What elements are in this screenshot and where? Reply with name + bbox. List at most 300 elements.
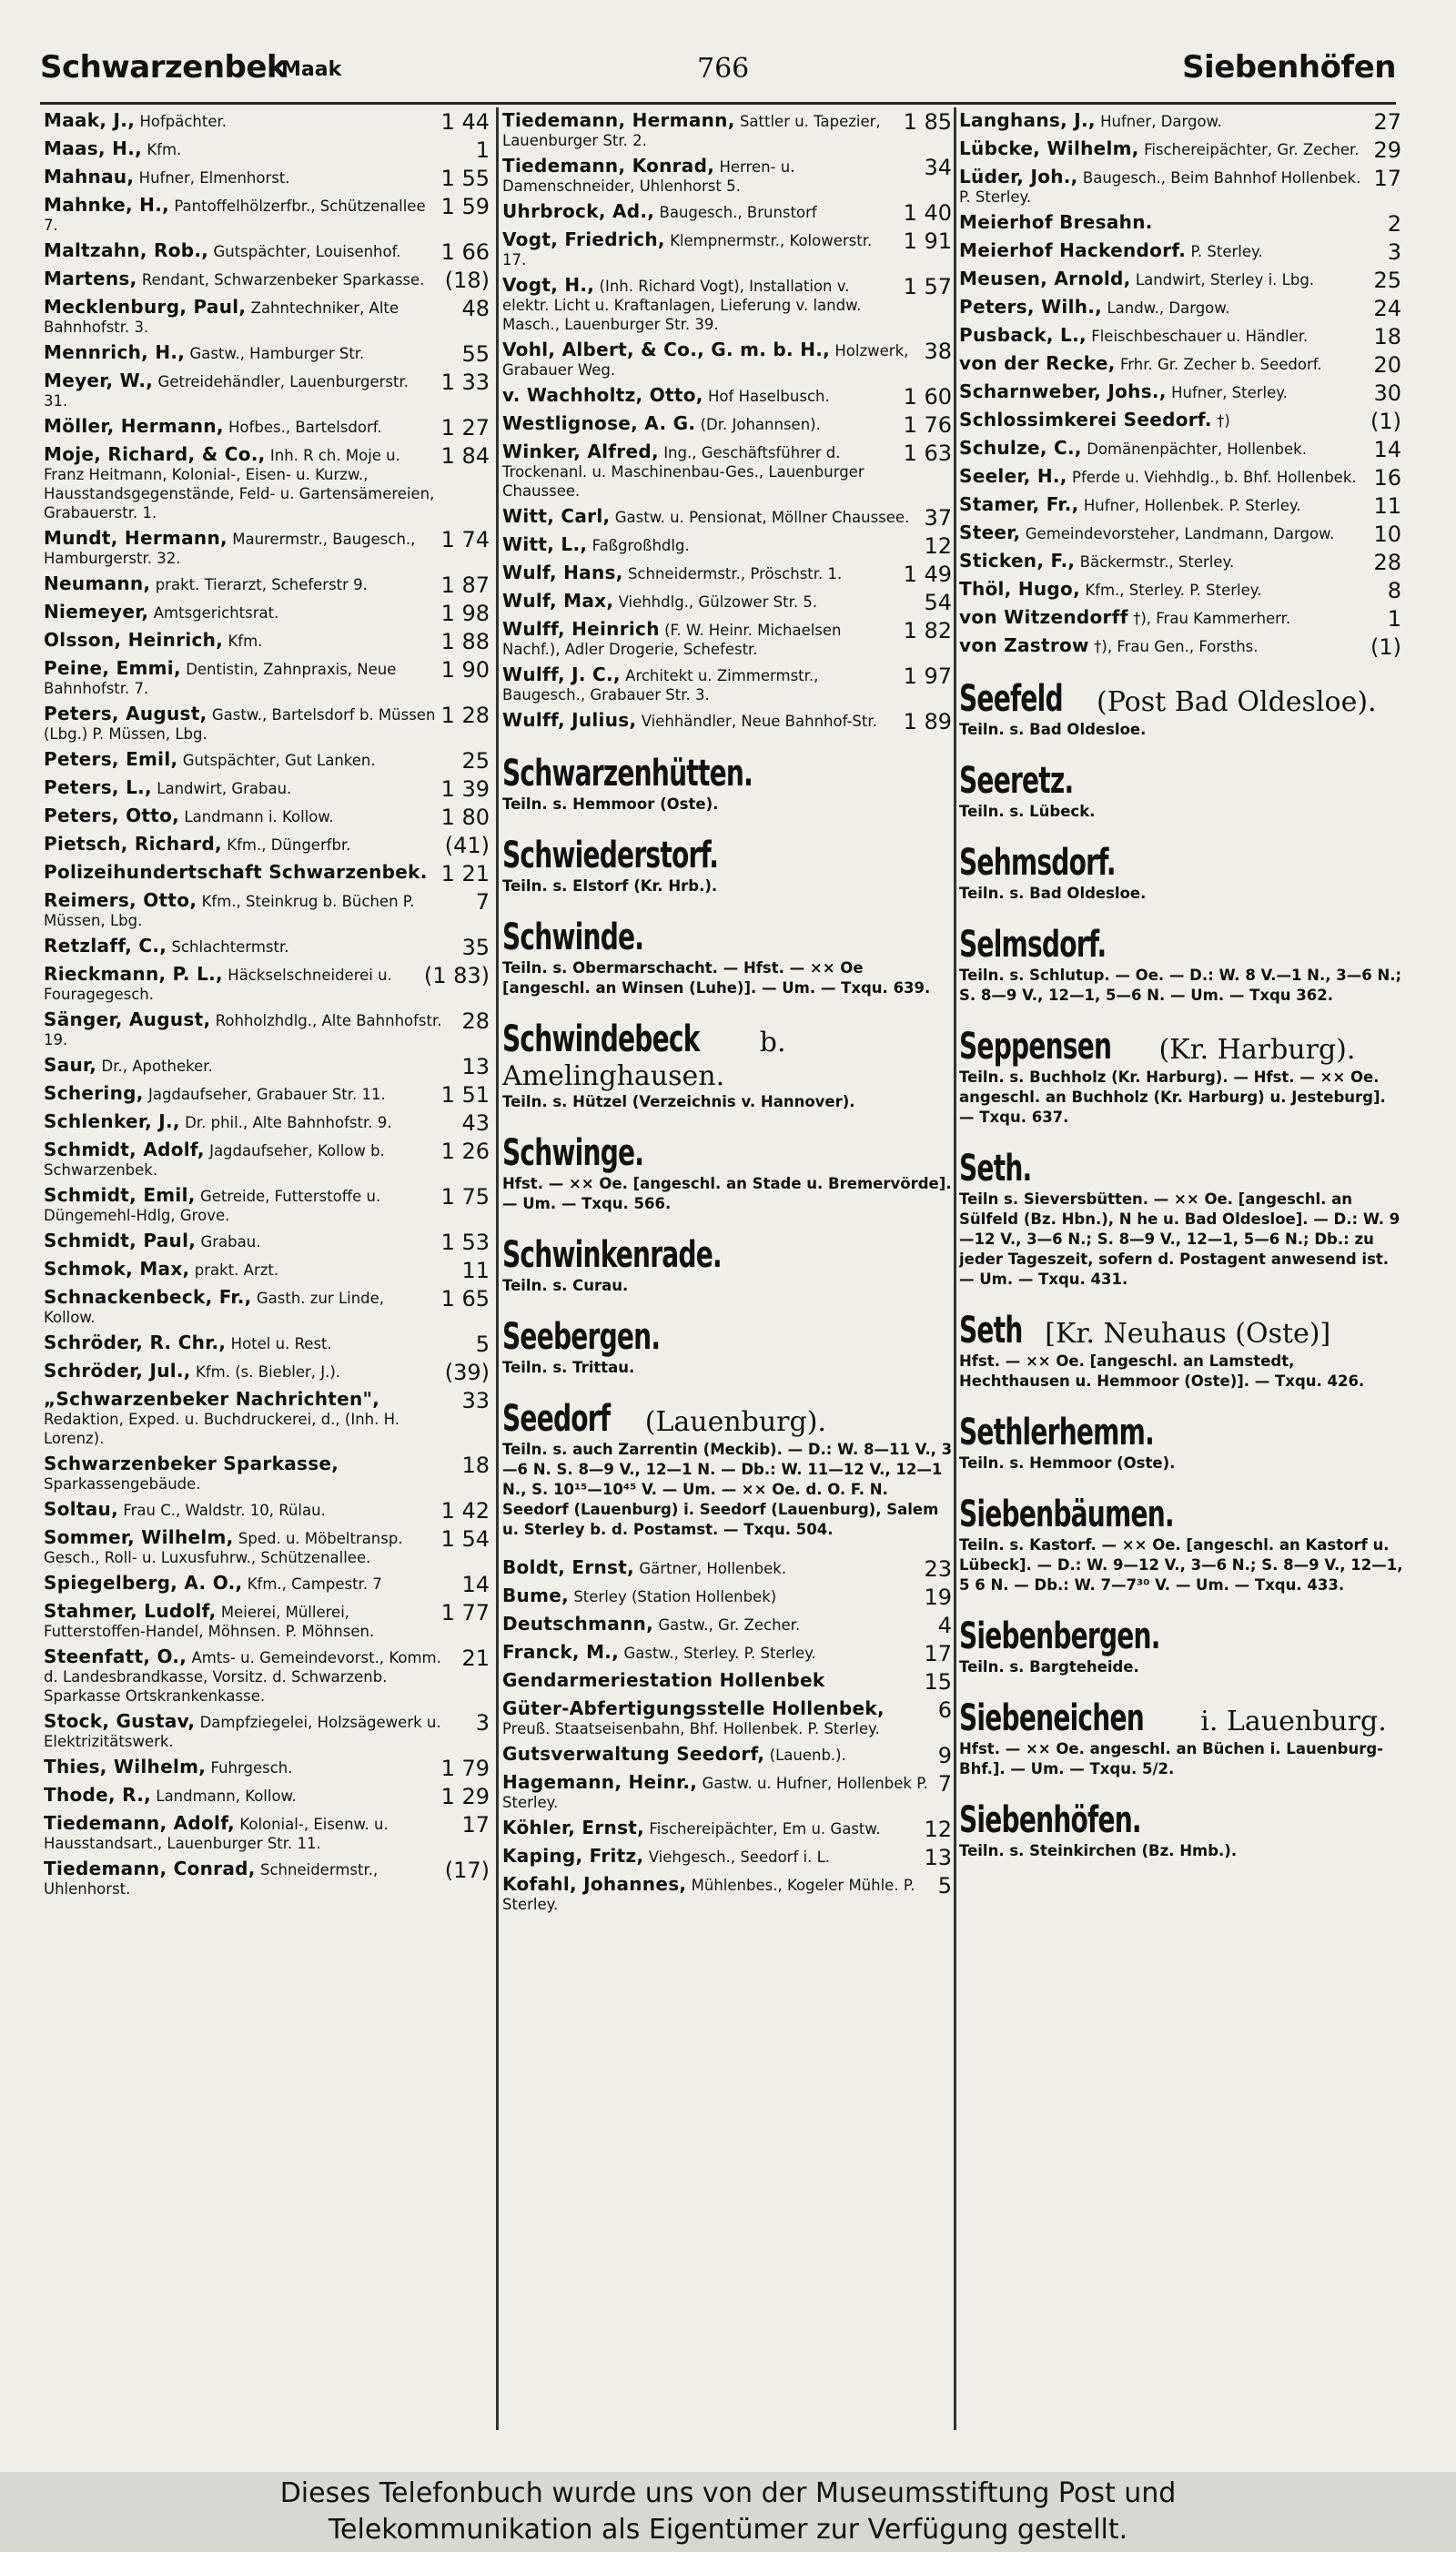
- subscriber-name: Wulf, Hans,: [502, 562, 623, 583]
- subscriber-name: Lüder, Joh.,: [959, 166, 1078, 187]
- phone-number: 1 51: [440, 1082, 490, 1108]
- phone-number: 1 87: [440, 572, 490, 598]
- subscriber-name: Niemeyer,: [44, 601, 149, 623]
- phone-number: 12: [924, 533, 952, 559]
- subscriber-name: Sommer, Wilhelm,: [44, 1526, 234, 1548]
- subscriber-details: Kfm.: [228, 633, 263, 650]
- subscriber-name: Schlenker, J.,: [44, 1110, 180, 1132]
- place-name: Schwinkenrade.: [502, 1234, 722, 1276]
- directory-entry: [502, 563, 956, 585]
- directory-entry: [502, 1773, 956, 1812]
- subscriber-details: (Lauenb.).: [769, 1747, 846, 1764]
- directory-entry: [44, 1112, 493, 1134]
- place-qualifier: (Lauenburg).: [644, 1406, 826, 1438]
- directory-entry: [502, 1558, 956, 1580]
- subscriber-name: Schwarzenbeker Sparkasse,: [44, 1453, 339, 1474]
- directory-entry: [44, 1859, 493, 1899]
- place-info: Teiln. s. Buchholz (Kr. Harburg). — Hfst. — ×× Oe. angeschl. an Buchholz (Kr. Harburg) u. Jesteburg]. — Txqu. 637.: [959, 1068, 1386, 1126]
- directory-entry: [502, 442, 956, 501]
- place-name: Seebergen.: [502, 1316, 661, 1358]
- subscriber-details: Rendant, Schwarzenbeker Sparkasse.: [141, 271, 425, 289]
- directory-entry: [44, 1454, 493, 1494]
- phone-number: 10: [1373, 522, 1401, 547]
- directory-entry: [44, 417, 493, 439]
- phone-number: 18: [461, 1453, 490, 1478]
- directory-entry: [502, 1745, 956, 1767]
- directory-entry: [502, 111, 956, 150]
- phone-number: 8: [1387, 578, 1401, 603]
- phone-number: 2: [1387, 211, 1401, 237]
- directory-entry: [44, 1260, 493, 1281]
- subscriber-details: Ing., Geschäftsführer d. Trockenanl. u. Maschinenbau-Ges., Lauenburger Chaussee.: [502, 444, 864, 500]
- phone-number: 35: [461, 935, 490, 960]
- phone-number: (39): [444, 1360, 490, 1385]
- directory-entry: [959, 495, 1405, 517]
- column-2: [502, 111, 956, 2430]
- subscriber-name: Franck, M.,: [502, 1641, 620, 1663]
- phone-number: 1 60: [903, 384, 952, 410]
- phone-number: 9: [937, 1743, 952, 1768]
- subscriber-name: Schmidt, Emil,: [44, 1184, 196, 1206]
- phone-number: 6: [937, 1697, 952, 1723]
- subscriber-name: von Witzendorff: [959, 606, 1128, 628]
- subscriber-details: †), Frau Gen., Forsths.: [1094, 638, 1259, 655]
- directory-entry: [44, 1056, 493, 1078]
- subscriber-details: Landwirt, Sterley i. Lbg.: [1135, 271, 1315, 289]
- phone-number: 13: [924, 1845, 952, 1870]
- subscriber-details: Baugesch., Brunstorf: [659, 204, 817, 221]
- subscriber-name: Meyer, W.,: [44, 370, 154, 391]
- subscriber-name: Schmok, Max,: [44, 1258, 190, 1280]
- phone-number: 1 54: [440, 1526, 490, 1552]
- phone-number: 1 84: [440, 443, 490, 469]
- subscriber-details: Kfm.: [147, 141, 182, 158]
- header-left-keyword: Schwarzenbek: [40, 49, 288, 86]
- footer-line-1: Dieses Telefonbuch wurde uns von der Museumsstiftung Post und: [279, 2477, 1177, 2509]
- subscriber-name: Köhler, Ernst,: [502, 1817, 645, 1838]
- subscriber-name: Schröder, Jul.,: [44, 1360, 191, 1382]
- header-divider: [40, 102, 1396, 105]
- subscriber-details: Kfm., Düngerfbr.: [227, 836, 351, 854]
- subscriber-details: Hufner, Sterley.: [1171, 384, 1288, 401]
- directory-entry: [502, 1586, 956, 1608]
- phone-number: 28: [1373, 550, 1401, 575]
- subscriber-details: Baugesch., Beim Bahnhof Hollenbek. P. Sterley.: [959, 169, 1361, 206]
- subscriber-details: Schlachtermstr.: [171, 938, 289, 956]
- place-heading: [502, 1018, 956, 1112]
- directory-entry: [44, 1712, 493, 1751]
- subscriber-name: Pusback, L.,: [959, 324, 1087, 346]
- phone-number: 28: [461, 1008, 490, 1034]
- subscriber-name: Mecklenburg, Paul,: [44, 296, 247, 318]
- directory-entry: [502, 1699, 956, 1738]
- directory-entry: [502, 386, 956, 408]
- subscriber-name: Moje, Richard, & Co.,: [44, 443, 266, 465]
- directory-entry: [44, 1574, 493, 1595]
- directory-entry: [44, 631, 493, 653]
- phone-number: 17: [461, 1812, 490, 1838]
- phone-number: 1 85: [903, 111, 952, 135]
- subscriber-name: Peters, August,: [44, 703, 207, 724]
- directory-entry: [959, 439, 1405, 461]
- place-name: Seedorf: [502, 1398, 611, 1440]
- subscriber-details: Amts- u. Gemeindevorst., Komm. d. Landesbrandkasse, Vorsitz. d. Schwarzenb. Sparkasse Ortskrankenkasse.: [44, 1649, 441, 1705]
- subscriber-details: †), Frau Kammerherr.: [1133, 610, 1291, 627]
- subscriber-details: Getreidehändler, Lauenburgerstr. 31.: [44, 373, 410, 410]
- directory-entry: [502, 157, 956, 196]
- phone-number: 15: [924, 1669, 952, 1695]
- subscriber-name: Boldt, Ernst,: [502, 1556, 635, 1578]
- place-heading: [502, 753, 956, 815]
- subscriber-name: Pietsch, Richard,: [44, 833, 222, 855]
- subscriber-name: Mennrich, H.,: [44, 341, 186, 363]
- subscriber-name: Gutsverwaltung Seedorf,: [502, 1743, 765, 1765]
- subscriber-details: Landw., Dargow.: [1107, 299, 1230, 317]
- subscriber-details: Hofpächter.: [139, 113, 227, 130]
- directory-entry: [502, 414, 956, 436]
- phone-number: 1 29: [440, 1784, 490, 1809]
- phone-number: 1 55: [440, 166, 490, 191]
- subscriber-details: Pferde u. Viehhdlg., b. Bhf. Hollenbek.: [1072, 469, 1357, 486]
- subscriber-details: Hufner, Hollenbek. P. Sterley.: [1083, 497, 1301, 514]
- directory-entry: [959, 636, 1405, 658]
- place-info: Teiln. s. Obermarschacht. — Hfst. — ×× Oe [angeschl. an Winsen (Luhe)]. — Um. — Txqu. 639.: [502, 959, 931, 997]
- phone-number: 11: [1373, 493, 1401, 519]
- place-name: Schwarzenhütten.: [502, 753, 753, 795]
- place-name: Sehmsdorf.: [959, 842, 1116, 884]
- directory-entry: [502, 1847, 956, 1868]
- subscriber-name: Schulze, C.,: [959, 437, 1082, 459]
- subscriber-details: Kfm., Sterley. P. Sterley.: [1085, 582, 1262, 599]
- place-heading: [959, 842, 1405, 904]
- place-info: Teiln s. Sieversbütten. — ×× Oe. [angeschl. an Sülfeld (Bz. Hbn.), N he u. Bad Oldesloe]. — D.: W. 9—12 V., 3—6 N.; S. 8—9 V., 12—1, 5—6 N.; Db.: zu jeder Tageszeit, sofern d. Postagent anwesend ist. — Um. — Txqu. 431.: [959, 1190, 1400, 1288]
- place-info: Teiln. s. Trittau.: [502, 1359, 635, 1376]
- directory-entry: [502, 592, 956, 613]
- header-right-keyword: Siebenhöfen: [1182, 49, 1396, 86]
- directory-entry: [44, 835, 493, 856]
- place-name: Seth: [959, 1310, 1023, 1352]
- phone-number: 29: [1373, 137, 1401, 163]
- phone-number: 19: [924, 1585, 952, 1610]
- subscriber-details: Herren- u. Damenschneider, Uhlenhorst 5.: [502, 158, 795, 195]
- directory-entry: [502, 711, 956, 733]
- subscriber-details: Hotel u. Rest.: [230, 1335, 332, 1352]
- subscriber-name: Peters, Otto,: [44, 805, 180, 826]
- directory-entry: [44, 1390, 493, 1448]
- phone-number: 1 82: [903, 618, 952, 643]
- subscriber-details: Redaktion, Exped. u. Buchdruckerei, d., (Inh. H. Lorenz).: [44, 1411, 399, 1447]
- subscriber-details: Maurermstr., Baugesch., Hamburgerstr. 32.: [44, 531, 416, 567]
- subscriber-details: Inh. R ch. Moje u. Franz Heitmann, Kolonial-, Eisen- u. Kurzw., Hausstandsgegenstände, Feld- u. Gartensämereien, Grabauerstr. 1.: [44, 447, 435, 522]
- phone-number: 3: [475, 1710, 490, 1736]
- subscriber-details: Dr. phil., Alte Bahnhofstr. 9.: [185, 1114, 392, 1131]
- subscriber-name: Maak, J.,: [44, 111, 136, 131]
- phone-number: (41): [444, 833, 490, 858]
- subscriber-name: Witt, L.,: [502, 533, 588, 555]
- phone-number: 1 63: [903, 441, 952, 466]
- subscriber-details: Gastw., Bartelsdorf b. Müssen (Lbg.) P. Müssen, Lbg.: [44, 706, 436, 743]
- place-name: Siebenbergen.: [959, 1615, 1160, 1657]
- phone-number: 1: [475, 137, 490, 163]
- place-qualifier: b. Amelinghausen.: [502, 1027, 786, 1092]
- directory-entry: [502, 1875, 956, 1914]
- directory-entry: [959, 167, 1405, 207]
- subscriber-details: prakt. Arzt.: [194, 1261, 279, 1279]
- subscriber-details: Hufner, Dargow.: [1100, 113, 1222, 130]
- directory-entry: [44, 659, 493, 698]
- subscriber-name: Kofahl, Johannes,: [502, 1873, 687, 1895]
- phone-number: 1 49: [903, 562, 952, 587]
- phone-number: 1 80: [440, 805, 490, 830]
- place-name: Sethlerhemm.: [959, 1412, 1155, 1453]
- subscriber-details: Getreide, Futterstoffe u. Düngemehl-Hdlg, Grove.: [44, 1188, 381, 1224]
- place-heading: [959, 1799, 1405, 1861]
- subscriber-name: Tiedemann, Adolf,: [44, 1812, 236, 1834]
- directory-entry: [959, 139, 1405, 161]
- place-name: Schwinde.: [502, 916, 644, 958]
- subscriber-name: Olsson, Heinrich,: [44, 629, 224, 651]
- place-info: Teiln. s. Bargteheide.: [959, 1658, 1139, 1676]
- directory-entry: [959, 326, 1405, 348]
- subscriber-details: Klempnermstr., Kolowerstr. 17.: [502, 232, 873, 268]
- directory-entry: [44, 1186, 493, 1225]
- subscriber-details: Gastw. u. Pensionat, Möllner Chaussee.: [614, 509, 910, 526]
- directory-entry: [44, 343, 493, 365]
- phone-number: 1 39: [440, 776, 490, 802]
- subscriber-name: Peters, Emil,: [44, 748, 178, 770]
- phone-number: 25: [461, 748, 490, 774]
- subscriber-name: „Schwarzenbeker Nachrichten",: [44, 1388, 380, 1410]
- directory-entry: [959, 523, 1405, 545]
- place-info: Teiln. s. Bad Oldesloe.: [959, 721, 1147, 738]
- phone-number: 27: [1373, 111, 1401, 135]
- subscriber-details: Meierei, Müllerei, Futterstoffen-Handel, Möhnsen. P. Möhnsen.: [44, 1604, 375, 1640]
- subscriber-name: Deutschmann,: [502, 1613, 653, 1635]
- phone-number: 21: [461, 1646, 490, 1671]
- phone-number: 33: [461, 1388, 490, 1413]
- place-info: Teiln. s. Hemmoor (Oste).: [959, 1454, 1176, 1472]
- subscriber-name: Witt, Carl,: [502, 505, 611, 527]
- phone-number: (18): [444, 268, 490, 293]
- directory-entry: [502, 1615, 956, 1636]
- phone-number: 34: [924, 155, 952, 180]
- place-heading: [959, 678, 1405, 740]
- phone-number: 1 21: [440, 861, 490, 886]
- directory-entry: [44, 863, 493, 885]
- subscriber-details: Frau C., Waldstr. 10, Rülau.: [123, 1502, 326, 1519]
- phone-number: 25: [1373, 268, 1401, 293]
- phone-number: 1 89: [903, 709, 952, 734]
- directory-entry: [44, 1757, 493, 1779]
- place-heading: [502, 1132, 956, 1214]
- subscriber-name: Maas, H.,: [44, 137, 142, 159]
- phone-number: 1 27: [440, 415, 490, 441]
- directory-entry: [959, 241, 1405, 263]
- directory-entry: [959, 298, 1405, 319]
- subscriber-details: Fleischbeschauer u. Händler.: [1091, 328, 1309, 345]
- directory-entry: [44, 1362, 493, 1383]
- subscriber-details: (Dr. Johannsen).: [700, 416, 821, 433]
- subscriber-name: Tiedemann, Konrad,: [502, 155, 715, 177]
- place-heading: [502, 1234, 956, 1296]
- directory-entry: [502, 665, 956, 704]
- directory-entry: [959, 467, 1405, 489]
- subscriber-name: Polizeihundertschaft Schwarzenbek.: [44, 861, 428, 883]
- phone-number: 37: [924, 505, 952, 531]
- subscriber-name: Peine, Emmi,: [44, 657, 181, 679]
- subscriber-name: Seeler, H.,: [959, 465, 1067, 487]
- phone-number: 1 33: [440, 370, 490, 395]
- directory-entry: [44, 139, 493, 161]
- subscriber-details: Schneidermstr., Uhlenhorst.: [44, 1861, 379, 1898]
- subscriber-details: Sparkassengebäude.: [44, 1475, 201, 1493]
- subscriber-name: Schmidt, Adolf,: [44, 1139, 205, 1160]
- directory-entry: [44, 1333, 493, 1355]
- subscriber-name: Schnackenbeck, Fr.,: [44, 1286, 252, 1308]
- subscriber-details: Sped. u. Möbeltransp. Gesch., Roll- u. Luxusfuhrw., Schützenallee.: [44, 1530, 403, 1566]
- place-heading: [959, 1148, 1405, 1290]
- directory-entry: [959, 410, 1405, 432]
- phone-number: 1 77: [440, 1600, 490, 1625]
- subscriber-details: Kolonial-, Eisenw. u. Hausstandsart., Lauenburger Str. 11.: [44, 1816, 389, 1852]
- phone-number: 7: [937, 1771, 952, 1797]
- subscriber-name: Westlignose, A. G.: [502, 412, 696, 434]
- phone-number: 24: [1373, 296, 1401, 321]
- phone-number: 17: [1373, 166, 1401, 191]
- place-heading: [959, 1697, 1405, 1779]
- phone-number: (1): [1370, 634, 1401, 660]
- subscriber-details: Häckselschneiderei u. Fouragegesch.: [44, 967, 392, 1003]
- phone-number: 1 65: [440, 1286, 490, 1311]
- subscriber-name: Güter-Abfertigungsstelle Hollenbek,: [502, 1697, 885, 1719]
- phone-number: 1 88: [440, 629, 490, 654]
- place-name: Schwinge.: [502, 1132, 644, 1174]
- subscriber-name: von der Recke,: [959, 352, 1116, 374]
- place-name: Selmsdorf.: [959, 924, 1107, 966]
- subscriber-name: Möller, Hermann,: [44, 415, 224, 437]
- directory-entry: [44, 750, 493, 772]
- directory-entry: [44, 269, 493, 291]
- subscriber-details: Viehgesch., Seedorf i. L.: [648, 1848, 831, 1866]
- place-heading: [502, 835, 956, 896]
- subscriber-details: Gastw., Hamburger Str.: [189, 345, 365, 362]
- directory-entry: [44, 778, 493, 800]
- subscriber-name: Peters, Wilh.,: [959, 296, 1103, 318]
- subscriber-details: prakt. Tierarzt, Scheferstr 9.: [155, 576, 368, 593]
- directory-entry: [44, 603, 493, 624]
- phone-number: 55: [461, 341, 490, 367]
- subscriber-name: Martens,: [44, 268, 137, 289]
- place-heading: [959, 1494, 1405, 1595]
- subscriber-details: Pantoffelhölzerfbr., Schützenallee 7.: [44, 197, 426, 234]
- directory-entry: [502, 1671, 956, 1693]
- place-qualifier: i. Lauenburg.: [1200, 1706, 1387, 1737]
- subscriber-name: Stahmer, Ludolf,: [44, 1600, 217, 1622]
- place-qualifier: (Post Bad Oldesloe).: [1096, 686, 1377, 718]
- directory-entry: [44, 574, 493, 596]
- subscriber-details: Landmann i. Kollow.: [184, 808, 334, 825]
- column-1: [44, 111, 493, 2430]
- phone-number: 1 74: [440, 527, 490, 552]
- phone-number: 1 90: [440, 657, 490, 683]
- directory-entry: [44, 1288, 493, 1327]
- directory-entry: [44, 937, 493, 958]
- subscriber-details: Domänenpächter, Hollenbek.: [1087, 441, 1307, 458]
- place-name: Schwiederstorf.: [502, 835, 719, 876]
- subscriber-name: Schmidt, Paul,: [44, 1230, 197, 1251]
- place-name: Schwindebeck: [502, 1018, 700, 1060]
- directory-entry: [44, 1084, 493, 1106]
- subscriber-details: Fuhrgesch.: [210, 1759, 293, 1777]
- subscriber-details: Preuß. Staatseisenbahn, Bhf. Hollenbek. P. Sterley.: [502, 1720, 880, 1737]
- subscriber-details: Schneidermstr., Pröschstr. 1.: [627, 565, 843, 582]
- place-heading: [502, 916, 956, 998]
- subscriber-details: Hufner, Elmenhorst.: [138, 169, 290, 187]
- subscriber-details: (F. W. Heinr. Michaelsen Nachf.), Adler Drogerie, Schefestr.: [502, 622, 842, 658]
- directory-entry: [44, 1500, 493, 1522]
- subscriber-name: Schröder, R. Chr.,: [44, 1332, 227, 1353]
- subscriber-name: Wulff, J. C.,: [502, 663, 621, 685]
- phone-number: 1 79: [440, 1756, 490, 1781]
- subscriber-name: Schlossimkerei Seedorf.: [959, 409, 1212, 430]
- subscriber-details: P. Sterley.: [1190, 243, 1263, 260]
- subscriber-name: Hagemann, Heinr.,: [502, 1771, 698, 1793]
- place-name: Siebeneichen: [959, 1697, 1144, 1739]
- place-heading: [959, 1310, 1405, 1392]
- phone-number: 1 40: [903, 200, 952, 226]
- subscriber-name: Thode, R.,: [44, 1784, 152, 1806]
- directory-entry: [959, 354, 1405, 376]
- page-header: [40, 44, 1396, 98]
- subscriber-name: Retzlaff, C.,: [44, 935, 167, 957]
- directory-entry: [44, 1010, 493, 1049]
- directory-entry: [502, 340, 956, 380]
- subscriber-details: Frhr. Gr. Zecher b. Seedorf.: [1119, 356, 1322, 373]
- subscriber-name: Sänger, August,: [44, 1008, 211, 1030]
- subscriber-details: Holzwerk, Grabauer Weg.: [502, 342, 909, 379]
- place-info: Hfst. — ×× Oe. angeschl. an Büchen i. Lauenburg-Bhf.]. — Um. — Txqu. 5/2.: [959, 1740, 1383, 1777]
- subscriber-details: Gastw. u. Hufner, Hollenbek P. Sterley.: [502, 1775, 928, 1811]
- phone-number: 1 57: [903, 274, 952, 299]
- phone-number: 4: [937, 1613, 952, 1638]
- place-info: Teiln. s. Hützel (Verzeichnis v. Hannover).: [502, 1093, 855, 1110]
- phone-number: 14: [1373, 437, 1401, 462]
- place-info: Teiln. s. Lübeck.: [959, 803, 1096, 820]
- subscriber-details: Hofbes., Bartelsdorf.: [228, 419, 382, 436]
- subscriber-details: Landmann, Kollow.: [156, 1787, 297, 1805]
- subscriber-name: Sticken, F.,: [959, 550, 1076, 572]
- directory-entry: [502, 230, 956, 269]
- subscriber-name: Reimers, Otto,: [44, 889, 197, 911]
- subscriber-name: Mahnke, H.,: [44, 194, 169, 216]
- phone-number: 5: [937, 1873, 952, 1899]
- directory-entry: [44, 891, 493, 930]
- subscriber-name: Spiegelberg, A. O.,: [44, 1572, 243, 1594]
- column-divider: [496, 107, 499, 2430]
- subscriber-details: Sterley (Station Hollenbek): [573, 1588, 777, 1605]
- phone-number: 1 44: [440, 111, 490, 135]
- subscriber-details: Amtsgerichtsrat.: [153, 604, 279, 622]
- place-info: Teiln. s. Steinkirchen (Bz. Hmb.).: [959, 1842, 1238, 1859]
- subscriber-name: Meierhof Bresahn.: [959, 211, 1153, 233]
- subscriber-details: Gasth. zur Linde, Kollow.: [44, 1290, 385, 1326]
- directory-entry: [502, 276, 956, 334]
- place-heading: [959, 760, 1405, 822]
- directory-entry: [959, 269, 1405, 291]
- subscriber-name: Maltzahn, Rob.,: [44, 239, 209, 261]
- subscriber-details: Fischereipächter, Em u. Gastw.: [649, 1820, 881, 1838]
- directory-entry: [502, 1643, 956, 1665]
